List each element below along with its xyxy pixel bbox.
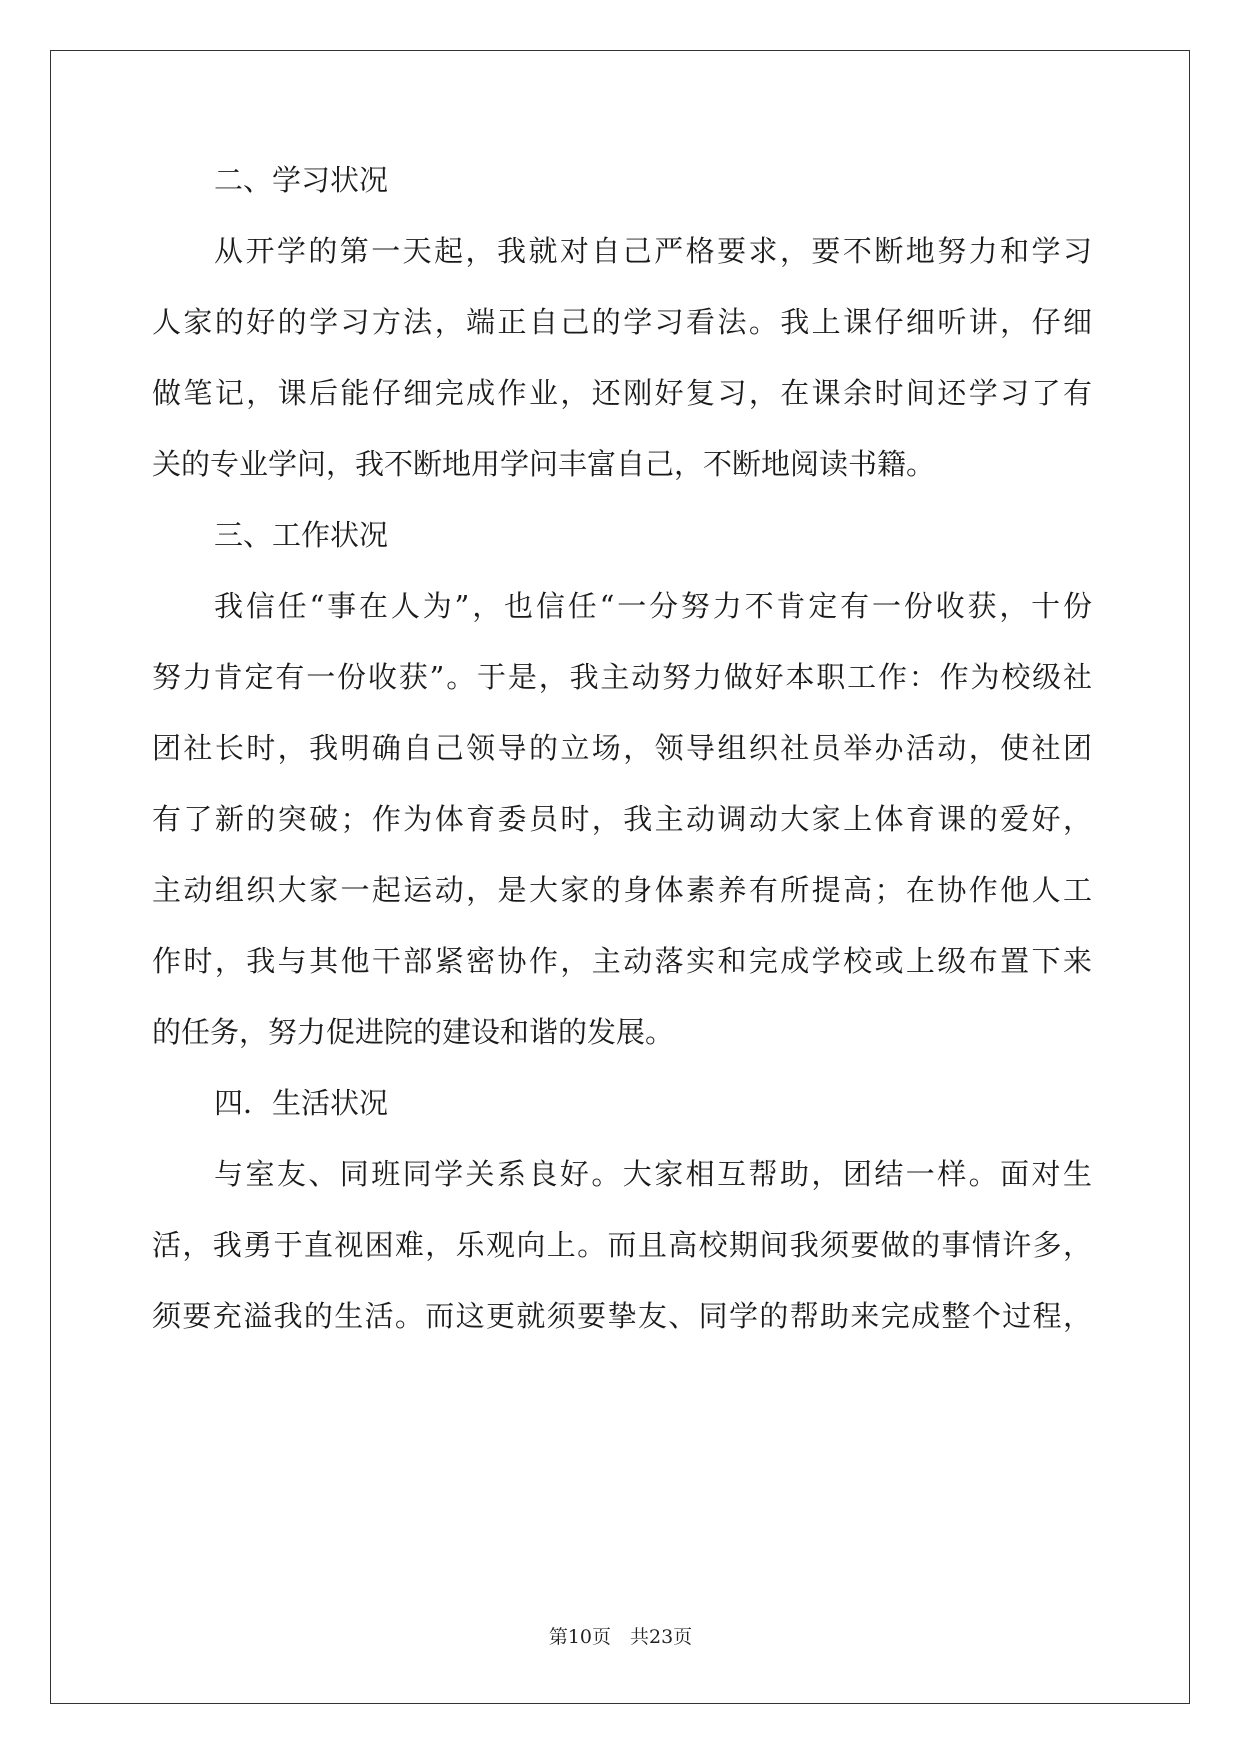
paragraph-line: 努力肯定有一份收获”。于是，我主动努力做好本职工作：作为校级社 [152,660,1092,694]
section-heading-work: 三、工作状况 [214,518,389,552]
paragraph-line: 主动组织大家一起运动，是大家的身体素养有所提高；在协作他人工 [152,873,1092,907]
paragraph-line: 人家的好的学习方法，端正自己的学习看法。我上课仔细听讲，仔细 [152,305,1092,339]
paragraph-line: 关的专业学问，我不断地用学问丰富自己，不断地阅读书籍。 [152,447,936,481]
paragraph-line: 有了新的突破；作为体育委员时，我主动调动大家上体育课的爱好， [152,802,1092,836]
paragraph-line: 团社长时，我明确自己领导的立场，领导组织社员举办活动，使社团 [152,731,1092,765]
paragraph-line: 做笔记，课后能仔细完成作业，还刚好复习，在课余时间还学习了有 [152,376,1092,410]
section-heading-life: 四．生活状况 [214,1086,389,1120]
paragraph-line: 须要充溢我的生活。而这更就须要挚友、同学的帮助来完成整个过程， [152,1299,1092,1333]
section-heading-study: 二、学习状况 [214,163,389,197]
paragraph-line: 从开学的第一天起，我就对自己严格要求，要不断地努力和学习 [214,234,1092,268]
paragraph-line: 与室友、同班同学关系良好。大家相互帮助，团结一样。面对生 [214,1157,1092,1191]
page-number-footer: 第10页 共23页 [548,1626,693,1648]
paragraph-line: 活，我勇于直视困难，乐观向上。而且高校期间我须要做的事情许多， [152,1228,1092,1262]
paragraph-line: 的任务，努力促进院的建设和谐的发展。 [152,1015,675,1049]
paragraph-line: 作时，我与其他干部紧密协作，主动落实和完成学校或上级布置下来 [152,944,1092,978]
paragraph-line: 我信任“事在人为”，也信任“一分努力不肯定有一份收获，十份 [214,589,1092,623]
